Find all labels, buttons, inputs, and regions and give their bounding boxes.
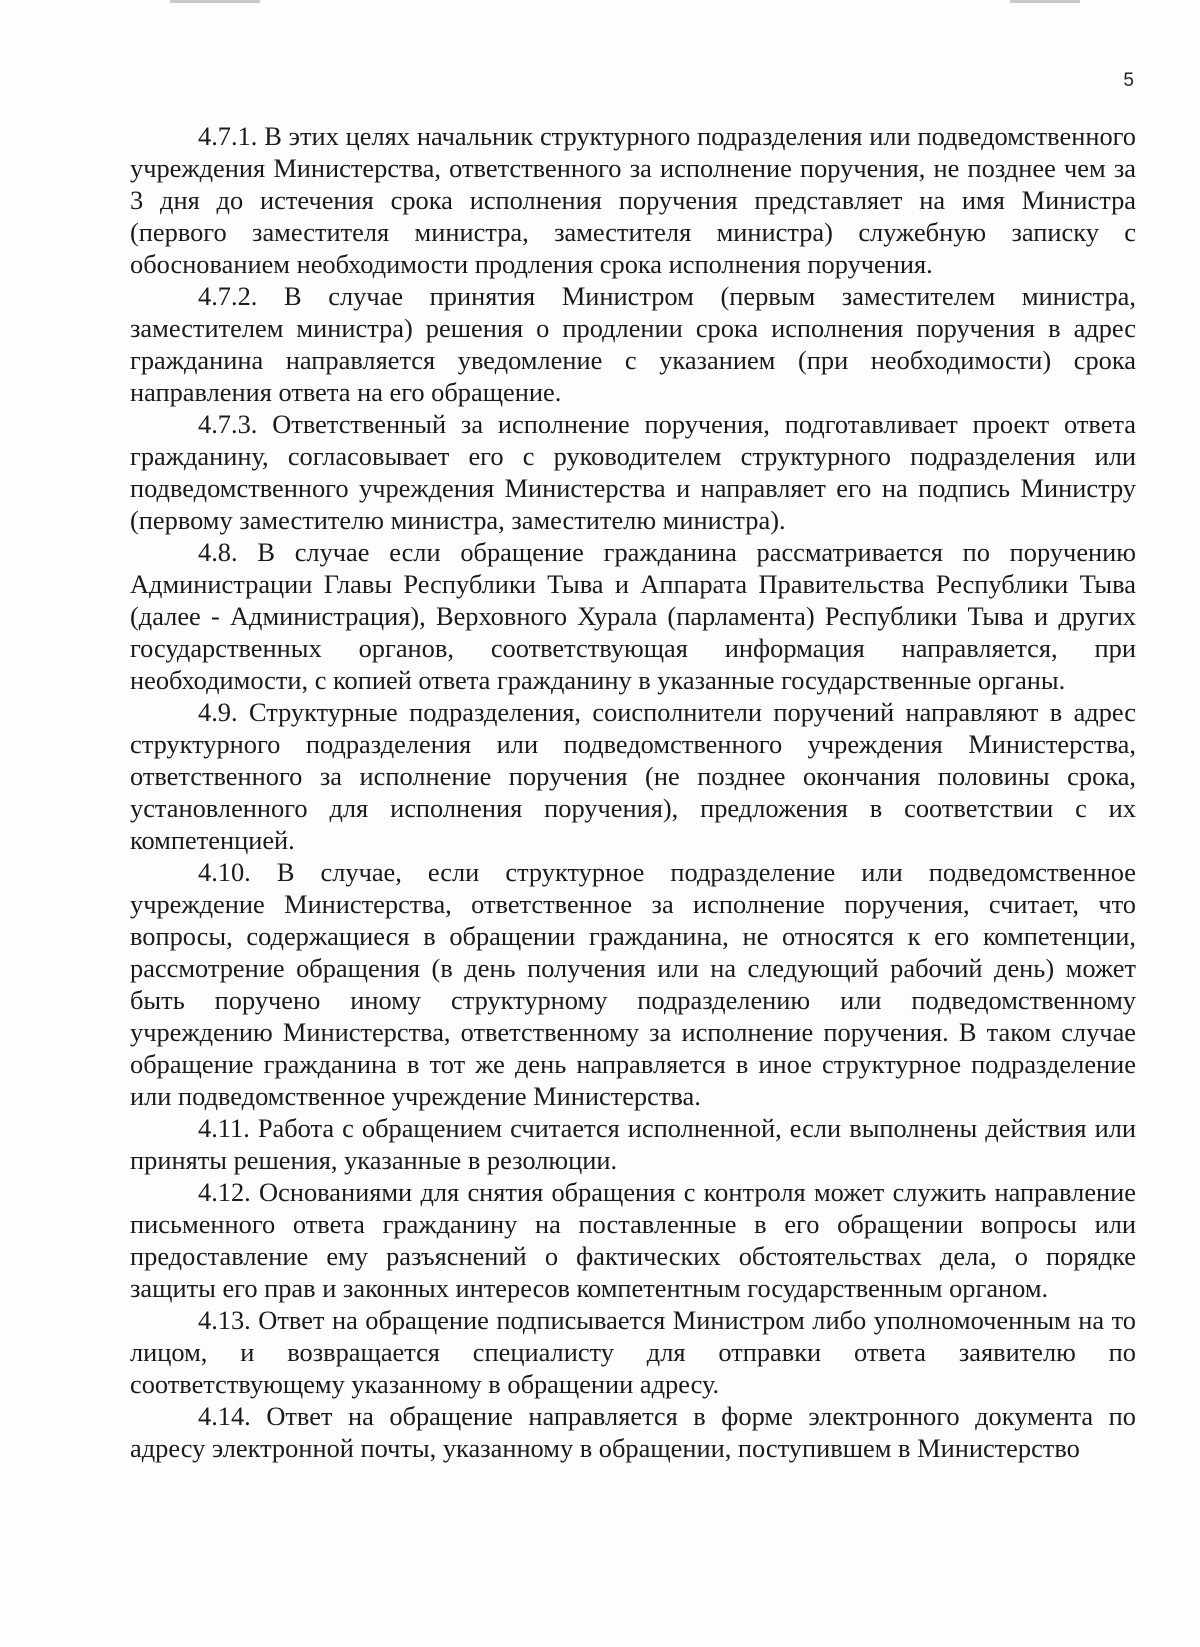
paragraph-4-12: 4.12. Основаниями для снятия обращения с контроля может служить направление письменного ответа гражданину на поставленные в его обращении вопросы или предоставление ему разъяснений о фактических обстоятельствах дела, о порядке защиты его прав и законных интересов компетентным государственным органом.	[130, 1177, 1136, 1303]
paragraph-4-7-1: 4.7.1. В этих целях начальник структурного подразделения или подведомственного учреждения Министерства, ответственного за исполнение поручения, не позднее чем за 3 дня до истечения срока исполнения поручения представляет на имя Министра (первого заместителя министра, заместителя министра) служебную записку с обоснованием необходимости продления срока исполнения поручения.	[130, 121, 1136, 279]
paragraph-4-7-2: 4.7.2. В случае принятия Министром (первым заместителем министра, заместителем министра) решения о продлении срока исполнения поручения в адрес гражданина направляется уведомление с указанием (при необходимости) срока направления ответа на его обращение.	[130, 281, 1136, 407]
paragraph-4-7-3: 4.7.3. Ответственный за исполнение поручения, подготавливает проект ответа гражданину, согласовывает его с руководителем структурного подразделения или подведомственного учреждения Министерства и направляет его на подпись Министру (первому заместителю министра, заместителю министра).	[130, 409, 1136, 535]
paragraph-4-11: 4.11. Работа с обращением считается исполненной, если выполнены действия или приняты решения, указанные в резолюции.	[130, 1113, 1136, 1175]
page-number: 5	[1123, 70, 1134, 91]
paragraph-4-8: 4.8. В случае если обращение гражданина рассматривается по поручению Администрации Главы Республики Тыва и Аппарата Правительства Республики Тыва (далее - Администрация), Верховного Хурала (парламента) Республики Тыва и других государственных органов, соответствующая информация направляется, при необходимости, с копией ответа гражданину в указанные государственные органы.	[130, 537, 1136, 695]
scan-mark-right	[1010, 0, 1080, 3]
scan-artifact	[0, 0, 1200, 8]
scan-mark-left	[170, 0, 260, 3]
paragraph-4-13: 4.13. Ответ на обращение подписывается Министром либо уполномоченным на то лицом, и возвращается специалисту для отправки ответа заявителю по соответствующему указанному в обращении адресу.	[130, 1305, 1136, 1399]
paragraph-4-14: 4.14. Ответ на обращение направляется в форме электронного документа по адресу электронной почты, указанному в обращении, поступившем в Министерство	[130, 1401, 1136, 1463]
paragraph-4-9: 4.9. Структурные подразделения, соисполнители поручений направляют в адрес структурного подразделения или подведомственного учреждения Министерства, ответственного за исполнение поручения (не позднее окончания половины срока, установленного для исполнения поручения), предложения в соответствии с их компетенцией.	[130, 697, 1136, 855]
paragraph-4-10: 4.10. В случае, если структурное подразделение или подведомственное учреждение Министерства, ответственное за исполнение поручения, считает, что вопросы, содержащиеся в обращении гражданина, не относятся к его компетенции, рассмотрение обращения (в день получения или на следующий рабочий день) может быть поручено иному структурному подразделению или подведомственному учреждению Министерства, ответственному за исполнение поручения. В таком случае обращение гражданина в тот же день направляется в иное структурное подразделение или подведомственное учреждение Министерства.	[130, 857, 1136, 1111]
document-body	[130, 120, 1136, 1464]
